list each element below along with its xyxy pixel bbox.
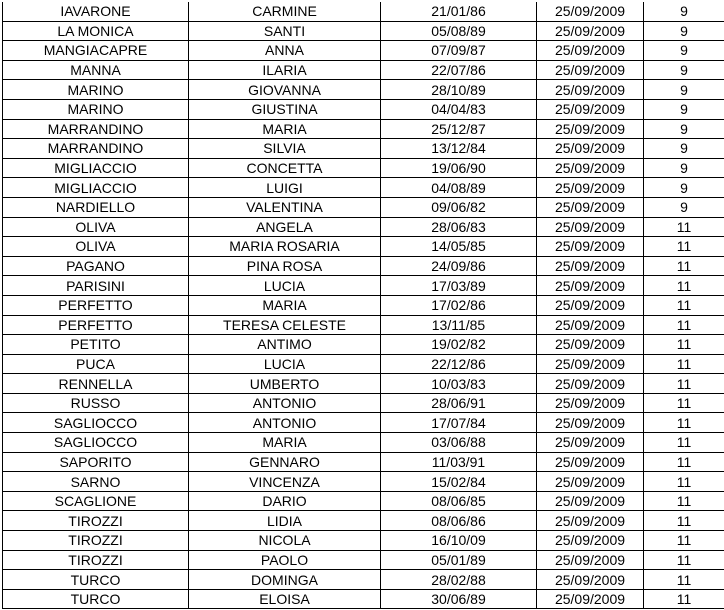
date-cell: 25/09/2009 bbox=[537, 60, 644, 80]
birth-date-cell: 08/06/85 bbox=[381, 491, 537, 511]
number-cell: 9 bbox=[644, 60, 724, 80]
number-cell: 11 bbox=[644, 295, 724, 315]
date-cell: 25/09/2009 bbox=[537, 374, 644, 394]
first-name-cell: ILARIA bbox=[189, 60, 381, 80]
table-row bbox=[3, 550, 724, 570]
date-cell: 25/09/2009 bbox=[537, 119, 644, 139]
number-cell: 11 bbox=[644, 570, 724, 590]
table-row bbox=[3, 570, 724, 590]
number-cell: 9 bbox=[644, 99, 724, 119]
number-cell: 11 bbox=[644, 217, 724, 237]
table-row bbox=[3, 413, 724, 433]
number-cell: 9 bbox=[644, 119, 724, 139]
first-name-cell: VALENTINA bbox=[189, 197, 381, 217]
first-name-cell: SILVIA bbox=[189, 139, 381, 159]
date-cell: 25/09/2009 bbox=[537, 531, 644, 551]
date-cell: 25/09/2009 bbox=[537, 452, 644, 472]
first-name-cell: GIOVANNA bbox=[189, 80, 381, 100]
date-cell: 25/09/2009 bbox=[537, 21, 644, 41]
table-row bbox=[3, 335, 724, 355]
table-row bbox=[3, 315, 724, 335]
surname-cell: PERFETTO bbox=[3, 315, 189, 335]
table-row bbox=[3, 99, 724, 119]
surname-cell: SAGLIOCCO bbox=[3, 413, 189, 433]
first-name-cell: LIDIA bbox=[189, 511, 381, 531]
number-cell: 11 bbox=[644, 550, 724, 570]
date-cell: 25/09/2009 bbox=[537, 393, 644, 413]
surname-cell: RUSSO bbox=[3, 393, 189, 413]
number-cell: 9 bbox=[644, 41, 724, 61]
table-row bbox=[3, 237, 724, 257]
birth-date-cell: 28/06/91 bbox=[381, 393, 537, 413]
first-name-cell: ANTONIO bbox=[189, 393, 381, 413]
date-cell: 25/09/2009 bbox=[537, 139, 644, 159]
first-name-cell: VINCENZA bbox=[189, 472, 381, 492]
birth-date-cell: 08/06/86 bbox=[381, 511, 537, 531]
number-cell: 11 bbox=[644, 433, 724, 453]
date-cell: 25/09/2009 bbox=[537, 256, 644, 276]
table-row bbox=[3, 491, 724, 511]
table-row bbox=[3, 433, 724, 453]
surname-cell: MARINO bbox=[3, 80, 189, 100]
number-cell: 9 bbox=[644, 2, 724, 21]
number-cell: 11 bbox=[644, 335, 724, 355]
birth-date-cell: 05/01/89 bbox=[381, 550, 537, 570]
first-name-cell: DOMINGA bbox=[189, 570, 381, 590]
date-cell: 25/09/2009 bbox=[537, 237, 644, 257]
first-name-cell: DARIO bbox=[189, 491, 381, 511]
first-name-cell: ANTIMO bbox=[189, 335, 381, 355]
birth-date-cell: 22/07/86 bbox=[381, 60, 537, 80]
birth-date-cell: 11/03/91 bbox=[381, 452, 537, 472]
date-cell: 25/09/2009 bbox=[537, 276, 644, 296]
table-row bbox=[3, 531, 724, 551]
first-name-cell: UMBERTO bbox=[189, 374, 381, 394]
date-cell: 25/09/2009 bbox=[537, 217, 644, 237]
first-name-cell: ANNA bbox=[189, 41, 381, 61]
number-cell: 11 bbox=[644, 237, 724, 257]
birth-date-cell: 17/07/84 bbox=[381, 413, 537, 433]
birth-date-cell: 16/10/09 bbox=[381, 531, 537, 551]
number-cell: 9 bbox=[644, 158, 724, 178]
first-name-cell: GENNARO bbox=[189, 452, 381, 472]
first-name-cell: LUIGI bbox=[189, 178, 381, 198]
date-cell: 25/09/2009 bbox=[537, 335, 644, 355]
first-name-cell: MARIA bbox=[189, 433, 381, 453]
number-cell: 9 bbox=[644, 139, 724, 159]
surname-cell: NARDIELLO bbox=[3, 197, 189, 217]
surname-cell: PARISINI bbox=[3, 276, 189, 296]
date-cell: 25/09/2009 bbox=[537, 570, 644, 590]
date-cell: 25/09/2009 bbox=[537, 99, 644, 119]
surname-cell: MANNA bbox=[3, 60, 189, 80]
birth-date-cell: 19/02/82 bbox=[381, 335, 537, 355]
surname-cell: SAGLIOCCO bbox=[3, 433, 189, 453]
birth-date-cell: 04/08/89 bbox=[381, 178, 537, 198]
first-name-cell: CONCETTA bbox=[189, 158, 381, 178]
table-row bbox=[3, 354, 724, 374]
surname-cell: OLIVA bbox=[3, 217, 189, 237]
table-row bbox=[3, 472, 724, 492]
birth-date-cell: 07/09/87 bbox=[381, 41, 537, 61]
document-page bbox=[0, 2, 724, 609]
surname-cell: TIROZZI bbox=[3, 550, 189, 570]
surname-cell: TIROZZI bbox=[3, 511, 189, 531]
table-row bbox=[3, 2, 724, 21]
date-cell: 25/09/2009 bbox=[537, 491, 644, 511]
birth-date-cell: 30/06/89 bbox=[381, 589, 537, 609]
surname-cell: PERFETTO bbox=[3, 295, 189, 315]
date-cell: 25/09/2009 bbox=[537, 197, 644, 217]
number-cell: 11 bbox=[644, 276, 724, 296]
birth-date-cell: 14/05/85 bbox=[381, 237, 537, 257]
birth-date-cell: 19/06/90 bbox=[381, 158, 537, 178]
birth-date-cell: 21/01/86 bbox=[381, 2, 537, 21]
number-cell: 11 bbox=[644, 511, 724, 531]
table-row bbox=[3, 197, 724, 217]
number-cell: 11 bbox=[644, 256, 724, 276]
birth-date-cell: 22/12/86 bbox=[381, 354, 537, 374]
table-row bbox=[3, 217, 724, 237]
surname-cell: SARNO bbox=[3, 472, 189, 492]
number-cell: 9 bbox=[644, 178, 724, 198]
table-row bbox=[3, 589, 724, 609]
date-cell: 25/09/2009 bbox=[537, 354, 644, 374]
first-name-cell: ELOISA bbox=[189, 589, 381, 609]
number-cell: 9 bbox=[644, 21, 724, 41]
birth-date-cell: 03/06/88 bbox=[381, 433, 537, 453]
birth-date-cell: 13/11/85 bbox=[381, 315, 537, 335]
surname-cell: LA MONICA bbox=[3, 21, 189, 41]
date-cell: 25/09/2009 bbox=[537, 413, 644, 433]
first-name-cell: CARMINE bbox=[189, 2, 381, 21]
surname-cell: MIGLIACCIO bbox=[3, 158, 189, 178]
first-name-cell: ANGELA bbox=[189, 217, 381, 237]
surname-cell: MIGLIACCIO bbox=[3, 178, 189, 198]
surname-cell: SAPORITO bbox=[3, 452, 189, 472]
birth-date-cell: 10/03/83 bbox=[381, 374, 537, 394]
date-cell: 25/09/2009 bbox=[537, 472, 644, 492]
first-name-cell: ANTONIO bbox=[189, 413, 381, 433]
birth-date-cell: 17/02/86 bbox=[381, 295, 537, 315]
date-cell: 25/09/2009 bbox=[537, 315, 644, 335]
first-name-cell: MARIA bbox=[189, 119, 381, 139]
table-row bbox=[3, 119, 724, 139]
number-cell: 11 bbox=[644, 413, 724, 433]
surname-cell: SCAGLIONE bbox=[3, 491, 189, 511]
date-cell: 25/09/2009 bbox=[537, 2, 644, 21]
date-cell: 25/09/2009 bbox=[537, 511, 644, 531]
birth-date-cell: 28/06/83 bbox=[381, 217, 537, 237]
birth-date-cell: 09/06/82 bbox=[381, 197, 537, 217]
first-name-cell: MARIA bbox=[189, 295, 381, 315]
birth-date-cell: 04/04/83 bbox=[381, 99, 537, 119]
birth-date-cell: 28/10/89 bbox=[381, 80, 537, 100]
first-name-cell: LUCIA bbox=[189, 276, 381, 296]
number-cell: 11 bbox=[644, 315, 724, 335]
first-name-cell: MARIA ROSARIA bbox=[189, 237, 381, 257]
birth-date-cell: 25/12/87 bbox=[381, 119, 537, 139]
number-cell: 9 bbox=[644, 197, 724, 217]
number-cell: 11 bbox=[644, 374, 724, 394]
date-cell: 25/09/2009 bbox=[537, 295, 644, 315]
date-cell: 25/09/2009 bbox=[537, 550, 644, 570]
number-cell: 11 bbox=[644, 589, 724, 609]
surname-cell: IAVARONE bbox=[3, 2, 189, 21]
surname-cell: PETITO bbox=[3, 335, 189, 355]
date-cell: 25/09/2009 bbox=[537, 589, 644, 609]
surname-cell: MARINO bbox=[3, 99, 189, 119]
table-row bbox=[3, 374, 724, 394]
date-cell: 25/09/2009 bbox=[537, 41, 644, 61]
table-row bbox=[3, 21, 724, 41]
table-row bbox=[3, 256, 724, 276]
table-row bbox=[3, 80, 724, 100]
table-row bbox=[3, 178, 724, 198]
birth-date-cell: 24/09/86 bbox=[381, 256, 537, 276]
table-row bbox=[3, 158, 724, 178]
surname-cell: TURCO bbox=[3, 589, 189, 609]
birth-date-cell: 05/08/89 bbox=[381, 21, 537, 41]
surname-cell: PUCA bbox=[3, 354, 189, 374]
first-name-cell: NICOLA bbox=[189, 531, 381, 551]
table-row bbox=[3, 60, 724, 80]
surname-cell: MARRANDINO bbox=[3, 139, 189, 159]
number-cell: 11 bbox=[644, 491, 724, 511]
date-cell: 25/09/2009 bbox=[537, 80, 644, 100]
table-row bbox=[3, 295, 724, 315]
number-cell: 9 bbox=[644, 80, 724, 100]
birth-date-cell: 13/12/84 bbox=[381, 139, 537, 159]
number-cell: 11 bbox=[644, 472, 724, 492]
surname-cell: TIROZZI bbox=[3, 531, 189, 551]
surname-cell: RENNELLA bbox=[3, 374, 189, 394]
surname-cell: PAGANO bbox=[3, 256, 189, 276]
number-cell: 11 bbox=[644, 354, 724, 374]
birth-date-cell: 28/02/88 bbox=[381, 570, 537, 590]
number-cell: 11 bbox=[644, 452, 724, 472]
first-name-cell: PAOLO bbox=[189, 550, 381, 570]
birth-date-cell: 15/02/84 bbox=[381, 472, 537, 492]
surname-cell: OLIVA bbox=[3, 237, 189, 257]
number-cell: 11 bbox=[644, 393, 724, 413]
first-name-cell: GIUSTINA bbox=[189, 99, 381, 119]
table-row bbox=[3, 393, 724, 413]
table-row bbox=[3, 139, 724, 159]
table-row bbox=[3, 452, 724, 472]
roster-table bbox=[2, 2, 724, 609]
table-row bbox=[3, 276, 724, 296]
first-name-cell: TERESA CELESTE bbox=[189, 315, 381, 335]
table-row bbox=[3, 511, 724, 531]
surname-cell: MANGIACAPRE bbox=[3, 41, 189, 61]
surname-cell: TURCO bbox=[3, 570, 189, 590]
first-name-cell: SANTI bbox=[189, 21, 381, 41]
date-cell: 25/09/2009 bbox=[537, 178, 644, 198]
roster-table-body bbox=[3, 2, 724, 609]
date-cell: 25/09/2009 bbox=[537, 158, 644, 178]
surname-cell: MARRANDINO bbox=[3, 119, 189, 139]
table-row bbox=[3, 41, 724, 61]
first-name-cell: LUCIA bbox=[189, 354, 381, 374]
first-name-cell: PINA ROSA bbox=[189, 256, 381, 276]
date-cell: 25/09/2009 bbox=[537, 433, 644, 453]
number-cell: 11 bbox=[644, 531, 724, 551]
birth-date-cell: 17/03/89 bbox=[381, 276, 537, 296]
